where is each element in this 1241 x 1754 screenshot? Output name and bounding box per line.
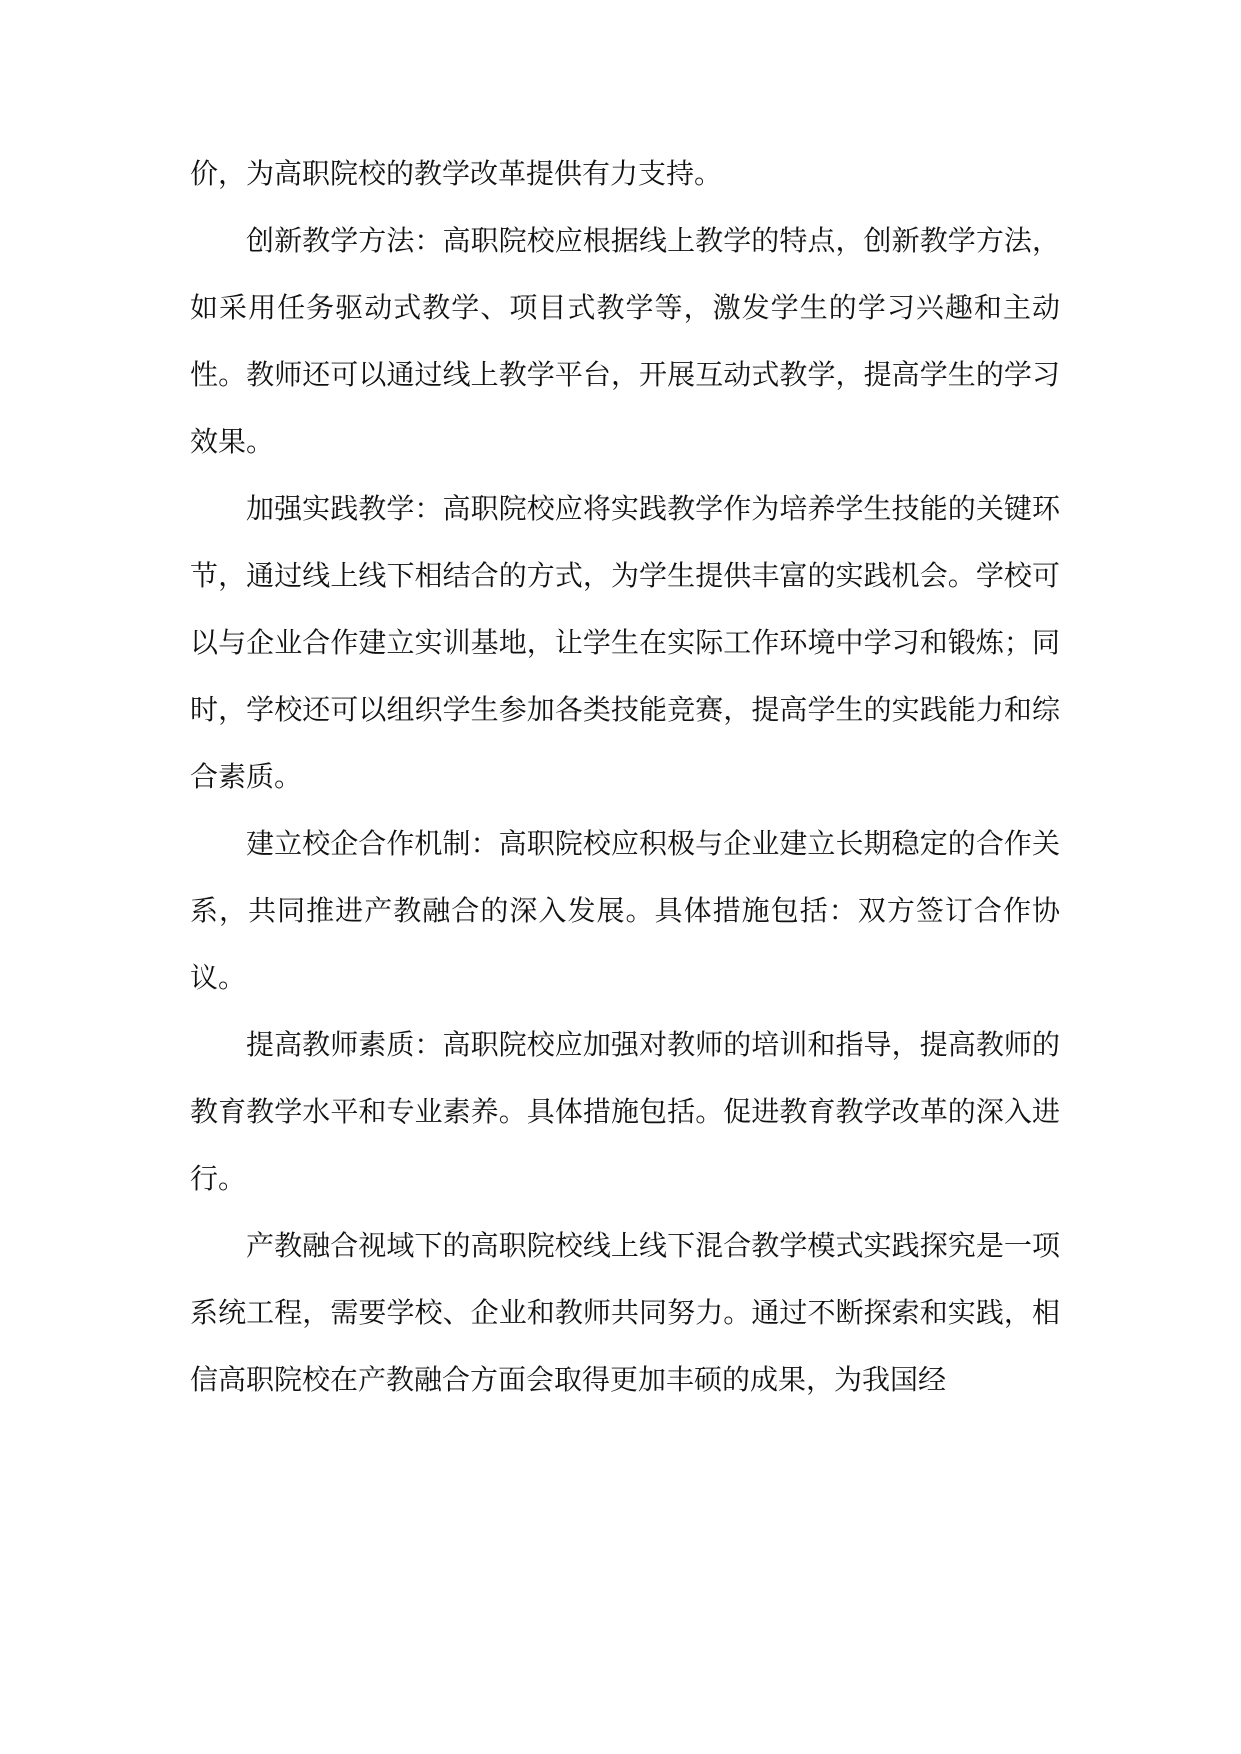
paragraph-6: 产教融合视域下的高职院校线上线下混合教学模式实践探究是一项系统工程，需要学校、企业和教师共同努力。通过不断探索和实践，相信高职院校在产教融合方面会取得更加丰硕的成果，为我国经 — [190, 1229, 1060, 1396]
paragraph-5: 提高教师素质：高职院校应加强对教师的培训和指导，提高教师的教育教学水平和专业素养。具体措施包括。促进教育教学改革的深入进行。 — [190, 1028, 1060, 1195]
document-body — [190, 140, 1060, 1413]
paragraph-3: 加强实践教学：高职院校应将实践教学作为培养学生技能的关键环节，通过线上线下相结合的方式，为学生提供丰富的实践机会。学校可以与企业合作建立实训基地，让学生在实际工作环境中学习和锻炼；同时，学校还可以组织学生参加各类技能竞赛，提高学生的实践能力和综合素质。 — [190, 492, 1060, 793]
paragraph-1: 价，为高职院校的教学改革提供有力支持。 — [190, 157, 723, 190]
paragraph-2: 创新教学方法：高职院校应根据线上教学的特点，创新教学方法，如采用任务驱动式教学、项目式教学等，激发学生的学习兴趣和主动性。教师还可以通过线上教学平台，开展互动式教学，提高学生的学习效果。 — [190, 224, 1060, 458]
paragraph-4: 建立校企合作机制：高职院校应积极与企业建立长期稳定的合作关系，共同推进产教融合的深入发展。具体措施包括：双方签订合作协议。 — [190, 827, 1060, 994]
